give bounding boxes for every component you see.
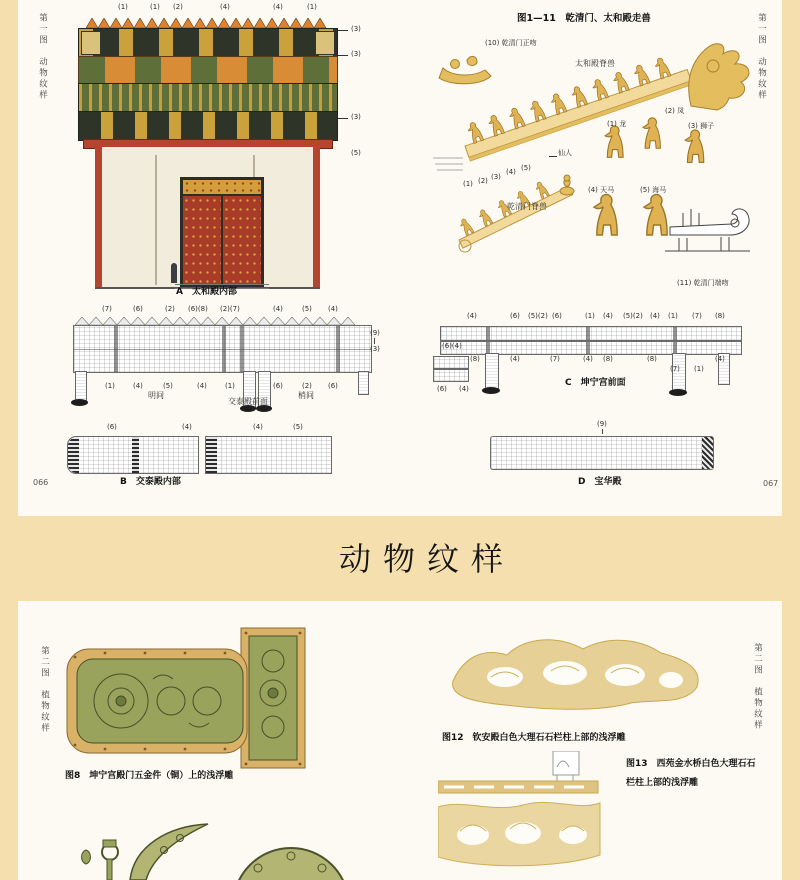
- annotation-label: (6): [510, 312, 520, 320]
- annotation-label: (9): [597, 420, 607, 428]
- beast-name-label: (4) 天马: [588, 186, 615, 194]
- annotation-label: (3): [351, 113, 361, 121]
- frieze-c-fragment: [433, 369, 469, 382]
- top-spread-page: [18, 0, 782, 516]
- annotation-label: (3): [351, 25, 361, 33]
- page-number-left: 066: [33, 478, 49, 487]
- margin-label-right: 第一图 动物纹样: [756, 13, 767, 101]
- frieze-post: [336, 326, 340, 372]
- annotation-label: (1): [118, 3, 128, 11]
- annotation-label: (6): [273, 382, 283, 390]
- annotation-label: (4): [273, 3, 283, 11]
- lion-beast: [685, 130, 704, 162]
- caption-fig12: 图12 钦安殿白色大理石石栏柱上部的浅浮雕: [442, 733, 626, 743]
- chiwen-line-drawing: [665, 209, 750, 251]
- immortal-figure: [560, 175, 574, 195]
- marble-relief-fig12: [445, 625, 711, 725]
- frieze-post: [586, 342, 590, 354]
- panel-endcap: [206, 437, 217, 473]
- beast-label-11: (11) 乾清门端吻: [677, 279, 729, 287]
- entablature-band-orange: [78, 56, 338, 85]
- annotation-label: (1): [307, 3, 317, 11]
- main-ridge-ornament: [689, 44, 749, 110]
- bronze-pieces-drawing: [58, 816, 352, 880]
- taihe-hall-elevation-drawing: [78, 16, 336, 292]
- ridge-number: (3): [491, 173, 501, 181]
- entablature-band-green: [78, 83, 338, 113]
- ridge-number: (5): [521, 164, 531, 172]
- annotation-label: (9): [370, 329, 380, 337]
- tianma-beast: [594, 194, 617, 235]
- beast-name-label: (1) 龙: [607, 120, 627, 128]
- frieze-post: [222, 326, 226, 372]
- annotation-label: (4): [133, 382, 143, 390]
- page-number-right: 067: [763, 479, 779, 488]
- caption-fig13-line1: 图13 西苑金水桥白色大理石石: [626, 759, 756, 769]
- section-title: 动物纹样: [338, 540, 515, 578]
- annotation-label: (7): [550, 355, 560, 363]
- frieze-foot: [482, 387, 500, 394]
- red-column: [95, 147, 102, 287]
- frieze-c-upper: [440, 326, 742, 341]
- annotation-label: (6): [437, 385, 447, 393]
- panel-endcap: [702, 437, 713, 469]
- caption-fig8: 图8 坤宁宫殿门五金件（铜）上的浅浮雕: [65, 771, 234, 781]
- annotation-label: (4): [273, 305, 283, 313]
- annotation-label: (4): [220, 3, 230, 11]
- annotation-label: (4): [583, 355, 593, 363]
- annotation-label: (6)(4): [442, 342, 462, 350]
- annotation-label: (1): [150, 3, 160, 11]
- leader-line: [338, 30, 348, 31]
- beast-name-label: (3) 狮子: [688, 122, 715, 130]
- frieze-post: [486, 327, 490, 340]
- small-sketch: [553, 751, 579, 783]
- qianqingmen-zhengwen-ornament: [439, 56, 491, 83]
- ridge-number: (4): [506, 168, 516, 176]
- frieze-foot: [240, 405, 256, 412]
- qianqingmen-ridge-label: 乾清门脊兽: [507, 202, 547, 211]
- door-lintel-gold: [183, 180, 261, 194]
- panel-d: [490, 436, 714, 470]
- door-leaf: [183, 196, 221, 284]
- annotation-label: (2): [302, 382, 312, 390]
- dragon-beast: [605, 126, 623, 157]
- caption-b: B 交泰殿内部: [120, 477, 181, 487]
- annotation-label: (8): [647, 355, 657, 363]
- phoenix-beast: [643, 118, 660, 148]
- annotation-label: (4): [650, 312, 660, 320]
- annotation-label: (1): [105, 382, 115, 390]
- annotation-label: (7): [670, 365, 680, 373]
- annotation-label: (4): [182, 423, 192, 431]
- frieze-post: [673, 327, 677, 340]
- entablature-end-block: [315, 31, 335, 55]
- door-fitting-drawing: [65, 627, 307, 769]
- annotation-label: (7): [692, 312, 702, 320]
- leader-tick: [374, 338, 375, 344]
- beast-label-10: (10) 乾清门正吻: [485, 39, 537, 47]
- door-leaf: [223, 196, 261, 284]
- hall-wall: [95, 147, 320, 289]
- annotation-label: (8): [470, 355, 480, 363]
- frieze-post: [586, 327, 590, 340]
- leader-line: [338, 118, 348, 119]
- annotation-label: (4): [510, 355, 520, 363]
- caption-d: D 宝华殿: [578, 477, 622, 487]
- annotation-label: (4): [328, 305, 338, 313]
- leader-line: [338, 55, 348, 56]
- leader-tick: [602, 429, 603, 434]
- ridge-beasts-figure: [425, 28, 760, 290]
- annotation-label: (5): [293, 423, 303, 431]
- annotation-label: (3): [351, 50, 361, 58]
- annotation-label: (2): [173, 3, 183, 11]
- annotation-label: (1): [668, 312, 678, 320]
- annotation-label: (6): [552, 312, 562, 320]
- entablature-band-gold: [78, 28, 338, 58]
- annotation-label: (8): [603, 355, 613, 363]
- immortal-label: 仙人: [558, 149, 572, 157]
- annotation-label: (4): [603, 312, 613, 320]
- frieze-a-band: [73, 325, 372, 373]
- beast-name-label: (5) 海马: [640, 186, 667, 194]
- annotation-label: (2)(7): [220, 305, 240, 313]
- panel-b-left: [67, 436, 199, 474]
- annotation-label: (2): [165, 305, 175, 313]
- annotation-label: (4): [253, 423, 263, 431]
- frieze-post: [114, 326, 118, 372]
- annotation-label: (5)(2): [528, 312, 548, 320]
- frieze-post: [240, 326, 244, 372]
- roof-cresting: [86, 18, 328, 28]
- red-column: [313, 147, 320, 287]
- entablature-band-dark: [78, 111, 338, 141]
- caption-fig13-line2: 栏柱上部的浅浮雕: [626, 778, 699, 788]
- human-figure: [171, 263, 177, 283]
- figure-title: 图1—11 乾清门、太和殿走兽: [517, 13, 651, 24]
- leader-line: [549, 156, 557, 157]
- annotation-label: (1): [694, 365, 704, 373]
- annotation-label: (5): [163, 382, 173, 390]
- caption-a: A 太和殿内部: [176, 287, 237, 297]
- annotation-label: (4): [715, 355, 725, 363]
- bay-label: 梢间: [298, 391, 314, 400]
- margin-label-left: 第一图 动物纹样: [37, 13, 48, 101]
- haima-beast: [644, 194, 667, 235]
- frieze-foot: [669, 389, 687, 396]
- frieze-foot: [71, 399, 88, 406]
- annotation-label: (6)(8): [188, 305, 208, 313]
- marble-relief-fig13: [438, 751, 616, 880]
- bay-label: 明间: [148, 391, 164, 400]
- annotation-label: (4): [467, 312, 477, 320]
- frieze-leg: [485, 353, 499, 391]
- annotation-label: (5): [302, 305, 312, 313]
- panel-b-right: [205, 436, 332, 474]
- panel-endcap: [68, 437, 79, 473]
- annotation-label: (6): [328, 382, 338, 390]
- annotation-label: (4): [459, 385, 469, 393]
- panel-post: [132, 437, 139, 473]
- annotation-label: (5)(2): [623, 312, 643, 320]
- bottom-spread-page: [18, 601, 782, 880]
- central-door: [180, 177, 264, 287]
- taihedian-ridge-label: 太和殿脊兽: [575, 59, 615, 68]
- ridge-number: (1): [463, 180, 473, 188]
- entablature-end-block: [81, 31, 101, 55]
- annotation-label: (6): [133, 305, 143, 313]
- annotation-label: (7): [102, 305, 112, 313]
- annotation-label: (1): [585, 312, 595, 320]
- annotation-label: (8): [715, 312, 725, 320]
- beast-name-label: (2) 凤: [665, 107, 685, 115]
- frieze-foot: [256, 405, 272, 412]
- frieze-cresting: [75, 317, 365, 325]
- annotation-label: (6): [107, 423, 117, 431]
- caption-c: C 坤宁宫前面: [565, 378, 626, 388]
- frieze-leg: [672, 353, 686, 393]
- margin-label-right: 第二图 植物纹样: [752, 643, 763, 731]
- frieze-c-fragment: [433, 356, 469, 369]
- margin-label-left: 第二图 植物纹样: [39, 646, 50, 734]
- annotation-label: (4): [197, 382, 207, 390]
- bay-label: 交泰殿前面: [228, 397, 268, 406]
- annotation-label: (3): [370, 345, 380, 353]
- wall-pilaster: [155, 155, 157, 285]
- ridge-number: (2): [478, 177, 488, 185]
- annotation-label: (5): [351, 149, 361, 157]
- frieze-leg: [358, 371, 369, 395]
- annotation-label: (1): [225, 382, 235, 390]
